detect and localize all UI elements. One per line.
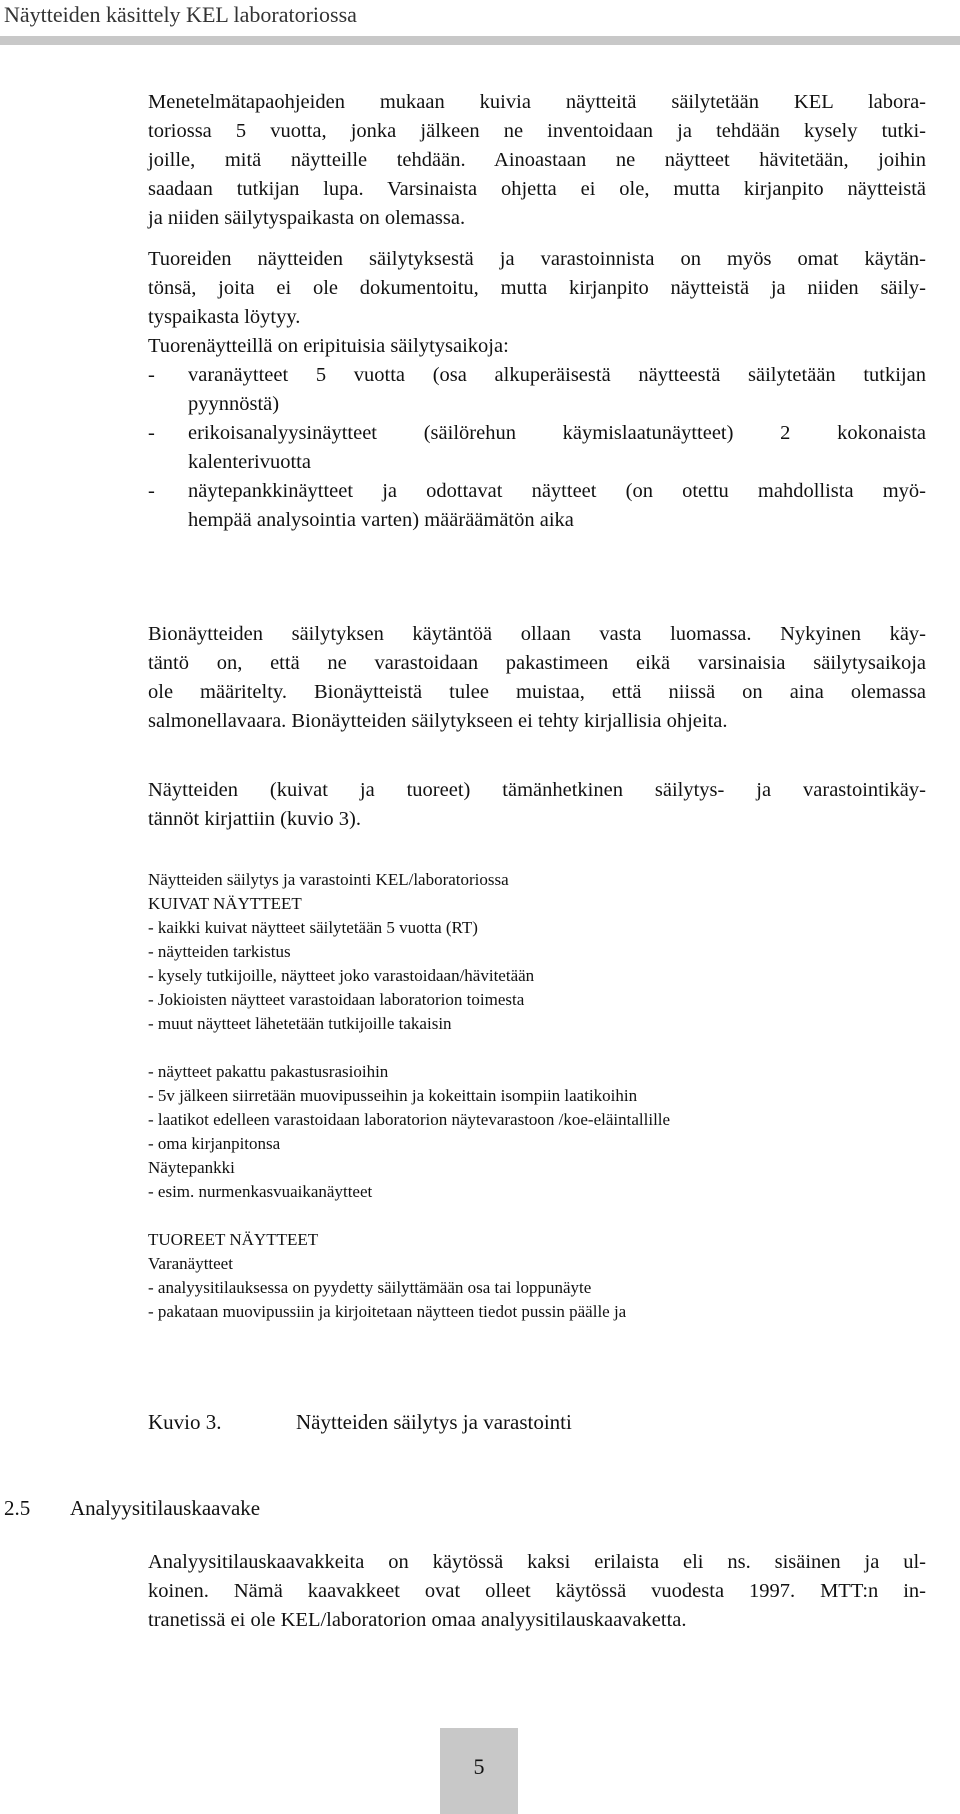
paragraph-storage-times-intro [148, 332, 926, 361]
running-header [0, 0, 960, 45]
paragraph-storage-fresh [148, 245, 926, 332]
list-item [148, 361, 926, 390]
figure-gap [148, 1204, 670, 1228]
figure-line: - muut näytteet lähetetään tutkijoille takaisin [148, 1014, 452, 1033]
figure-subheading: Varanäytteet [148, 1254, 233, 1273]
section-number: 2.5 [4, 1496, 31, 1520]
caption-text: Näytteiden säilytys ja varastointi [296, 1410, 572, 1434]
text-line: täntö on, että ne varastoidaan pakastimeen eikä varsinaisia säilytysaikoja [148, 652, 926, 674]
list-item-text: näytepankkinäytteet ja odottavat näytteet (on otettu mahdollista myö- [188, 480, 926, 502]
list-item-continuation [148, 448, 926, 477]
list-item-text: varanäytteet 5 vuotta (osa alkuperäisestä näytteestä säilytetään tutkijan [188, 364, 926, 386]
text-line: Analyysitilauskaavakkeita on käytössä kaksi erilaista eli ns. sisäinen ja ul- [148, 1551, 926, 1573]
list-item [148, 477, 926, 506]
caption-number: Kuvio 3. [148, 1410, 222, 1434]
text-line: salmonellavaara. Bionäytteiden säilytykseen ei tehty kirjallisia ohjeita. [148, 710, 728, 732]
figure-storage-practices [148, 868, 670, 1324]
figure-line: - Jokioisten näytteet varastoidaan laboratorion toimesta [148, 990, 525, 1009]
figure-subheading: Näytepankki [148, 1158, 235, 1177]
figure-line: - 5v jälkeen siirretään muovipusseihin ja kokeittain isompiin laatikoihin [148, 1086, 638, 1105]
list-item-continuation [148, 506, 926, 535]
text-line: tyspaikasta löytyy. [148, 306, 301, 328]
text-line: Menetelmätapaohjeiden mukaan kuivia näytteitä säilytetään KEL labora- [148, 91, 926, 113]
figure-line: - kaikki kuivat näytteet säilytetään 5 vuotta (RT) [148, 918, 478, 937]
text-line: tranetissä ei ole KEL/laboratorion omaa analyysitilauskaavaketta. [148, 1609, 687, 1631]
paragraph-practices-recorded [148, 776, 926, 834]
paragraph-storage-dry [148, 88, 926, 233]
text-line: Tuoreiden näytteiden säilytyksestä ja varastoinnista on myös omat käytän- [148, 248, 926, 270]
text-line: ole määritelty. Bionäytteistä tulee muistaa, että niissä on aina olemassa [148, 681, 926, 703]
text-line: Bionäytteiden säilytyksen käytäntöä ollaan vasta luomassa. Nykyinen käy- [148, 623, 926, 645]
text-line: Tuorenäytteillä on eripituisia säilytysaikoja: [148, 335, 509, 357]
page-number: 5 [473, 1754, 485, 1779]
figure-heading-fresh: TUOREET NÄYTTEET [148, 1230, 319, 1249]
text-line: koinen. Nämä kaavakkeet ovat olleet käytössä vuodesta 1997. MTT:n in- [148, 1580, 926, 1602]
list-item-text: kalenterivuotta [188, 451, 311, 473]
figure-heading-dry: KUIVAT NÄYTTEET [148, 894, 302, 913]
list-dash: - [148, 364, 155, 386]
text-line: Näytteiden (kuivat ja tuoreet) tämänhetkinen säilytys- ja varastointikäy- [148, 779, 926, 801]
list-dash: - [148, 480, 155, 502]
list-item [148, 419, 926, 448]
text-line: ja niiden säilytyspaikasta on olemassa. [148, 207, 466, 229]
text-line: tönsä, joita ei ole dokumentoitu, mutta kirjanpito näytteistä ja niiden säily- [148, 277, 926, 299]
list-dash: - [148, 422, 155, 444]
figure-gap [148, 1036, 670, 1060]
list-item-text: erikoisanalyysinäytteet (säilörehun käymislaatunäytteet) 2 kokonaista [188, 422, 926, 444]
text-line: tännöt kirjattiin (kuvio 3). [148, 808, 361, 830]
figure-line: - esim. nurmenkasvuaikanäytteet [148, 1182, 373, 1201]
page-number-box [440, 1728, 518, 1814]
figure-line: - oma kirjanpitonsa [148, 1134, 281, 1153]
list-item-continuation [148, 390, 926, 419]
list-item-text: hempää analysointia varten) määräämätön aika [188, 509, 574, 531]
figure-line: - näytteet pakattu pakastusrasioihin [148, 1062, 389, 1081]
paragraph-order-forms [148, 1548, 926, 1635]
text-line: joille, mitä näytteille tehdään. Ainoastaan ne näytteet hävitetään, joihin [148, 149, 926, 171]
paragraph-bio-samples [148, 620, 926, 736]
text-line: saadaan tutkijan lupa. Varsinaista ohjetta ei ole, mutta kirjanpito näytteistä [148, 178, 926, 200]
figure-title: Näytteiden säilytys ja varastointi KEL/laboratoriossa [148, 870, 509, 889]
storage-times-list [148, 361, 926, 535]
list-item-text: pyynnöstä) [188, 393, 280, 415]
header-title: Näytteiden käsittely KEL laboratoriossa [4, 2, 357, 27]
figure-line: - kysely tutkijoille, näytteet joko varastoidaan/hävitetään [148, 966, 535, 985]
text-line: toriossa 5 vuotta, jonka jälkeen ne inventoidaan ja tehdään kysely tutki- [148, 120, 926, 142]
figure-line: - näytteiden tarkistus [148, 942, 291, 961]
figure-line: - analyysitilauksessa on pyydetty säilyttämään osa tai loppunäyte [148, 1278, 592, 1297]
figure-line: - pakataan muovipussiin ja kirjoitetaan näytteen tiedot pussin päälle ja [148, 1302, 627, 1321]
figure-line: - laatikot edelleen varastoidaan laboratorion näytevarastoon /koe-eläintallille [148, 1110, 671, 1129]
section-title: Analyysitilauskaavake [70, 1496, 261, 1520]
